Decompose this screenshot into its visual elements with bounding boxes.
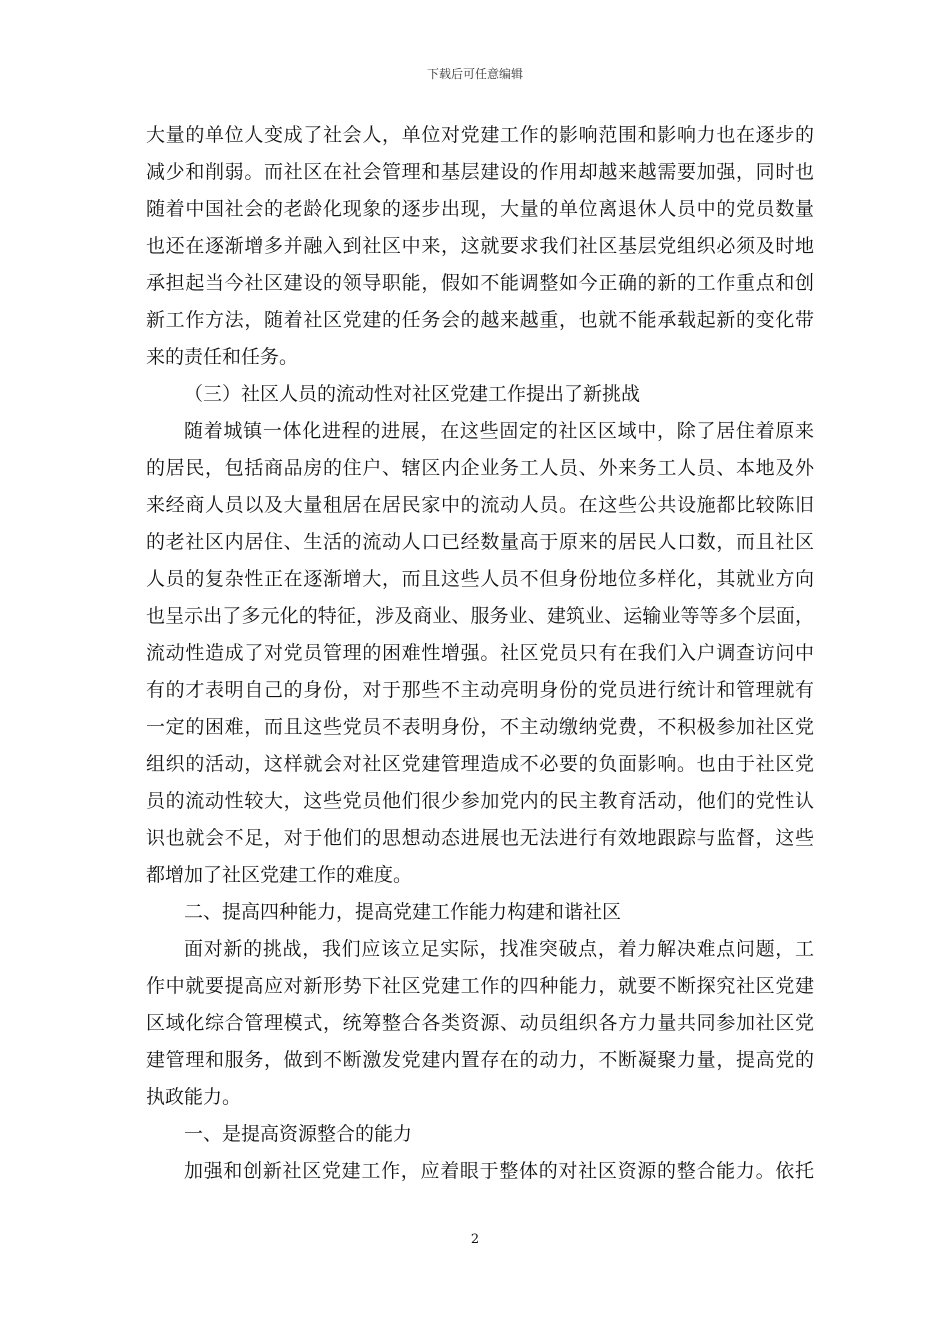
text-line: 执政能力。 (146, 1086, 242, 1108)
text-line: 加强和创新社区党建工作，应着眼于整体的对社区资源的整合能力。依托 (184, 1160, 814, 1182)
text-line: 的老社区内居住、生活的流动人口已经数量高于原来的居民人口数，而且社区 (146, 531, 814, 553)
text-line: 的居民，包括商品房的住户、辖区内企业务工人员、外来务工人员、本地及外 (146, 457, 814, 479)
text-line: 区域化综合管理模式，统筹整合各类资源、动员组织各方力量共同参加社区党 (146, 1012, 814, 1034)
text-line: （三）社区人员的流动性对社区党建工作提出了新挑战 (184, 383, 641, 405)
text-line: 随着中国社会的老龄化现象的逐步出现，大量的单位离退休人员中的党员数量 (146, 198, 814, 220)
text-line: 承担起当今社区建设的领导职能，假如不能调整如今正确的新的工作重点和创 (146, 272, 814, 294)
text-line: 组织的活动，这样就会对社区党建管理造成不必要的负面影响。也由于社区党 (146, 753, 814, 775)
text-line: 来经商人员以及大量租居在居民家中的流动人员。在这些公共设施都比较陈旧 (146, 494, 814, 516)
text-line: 员的流动性较大，这些党员他们很少参加党内的民主教育活动，他们的党性认 (146, 790, 814, 812)
text-line: 作中就要提高应对新形势下社区党建工作的四种能力，就要不断探究社区党建 (146, 975, 814, 997)
text-line: 一定的困难，而且这些党员不表明身份，不主动缴纳党费，不积极参加社区党 (146, 716, 814, 738)
text-line: 流动性造成了对党员管理的困难性增强。社区党员只有在我们入户调查访问中 (146, 642, 814, 664)
text-line: 二、提高四种能力，提高党建工作能力构建和谐社区 (184, 901, 622, 923)
text-line: 有的才表明自己的身份，对于那些不主动亮明身份的党员进行统计和管理就有 (146, 679, 814, 701)
text-line: 面对新的挑战，我们应该立足实际，找准突破点，着力解决难点问题，工 (184, 938, 814, 960)
text-line: 都增加了社区党建工作的难度。 (146, 864, 413, 886)
text-line: 大量的单位人变成了社会人，单位对党建工作的影响范围和影响力也在逐步的 (146, 124, 814, 146)
text-line: 识也就会不足，对于他们的思想动态进展也无法进行有效地跟踪与监督，这些 (146, 827, 814, 849)
text-line: 也还在逐渐增多并融入到社区中来，这就要求我们社区基层党组织必须及时地 (146, 235, 814, 257)
text-line: 建管理和服务，做到不断激发党建内置存在的动力，不断凝聚力量，提高党的 (146, 1049, 814, 1071)
page-header: 下载后可任意编辑 (426, 67, 523, 81)
text-line: 减少和削弱。而社区在社会管理和基层建设的作用却越来越需要加强，同时也 (146, 161, 814, 183)
text-line: 随着城镇一体化进程的进展，在这些固定的社区区域中，除了居住着原来 (184, 420, 814, 442)
text-line: 也呈示出了多元化的特征，涉及商业、服务业、建筑业、运输业等等多个层面， (146, 605, 814, 627)
document-body (146, 117, 814, 1190)
page-number: 2 (470, 1232, 480, 1247)
text-line: 新工作方法，随着社区党建的任务会的越来越重，也就不能承载起新的变化带 (146, 309, 814, 331)
text-line: 来的责任和任务。 (146, 346, 299, 368)
text-line: 人员的复杂性正在逐渐增大，而且这些人员不但身份地位多样化，其就业方向 (146, 568, 814, 590)
text-line: 一、是提高资源整合的能力 (184, 1123, 413, 1145)
